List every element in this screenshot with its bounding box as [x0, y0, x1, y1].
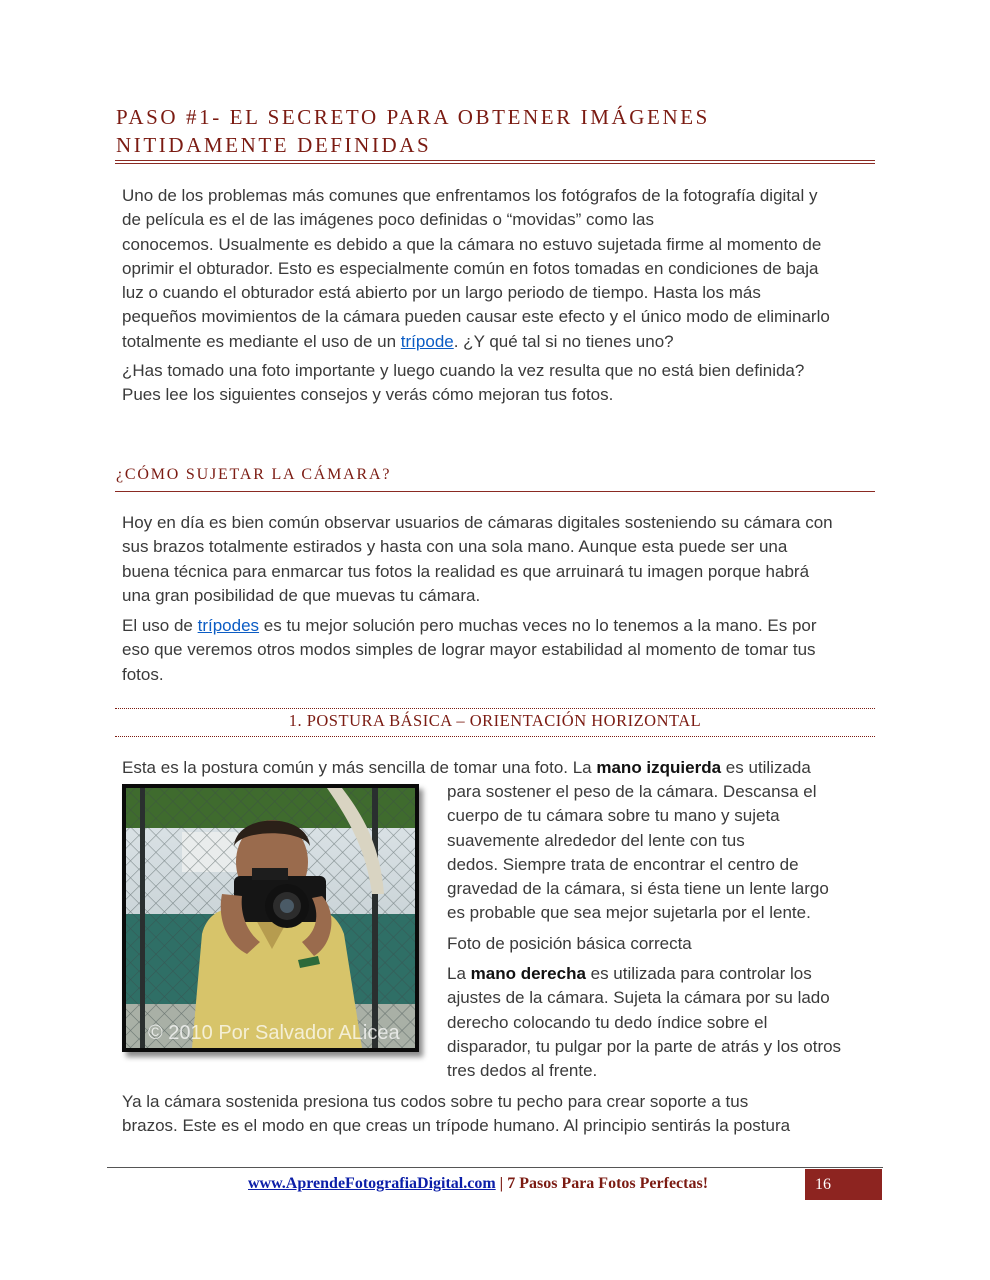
tripodes-link[interactable]: trípodes: [197, 616, 260, 635]
page-number: 16: [805, 1169, 882, 1200]
subsection-title: ¿CÓMO SUJETAR LA CÁMARA?: [116, 466, 392, 483]
posture-intro: Esta es la postura común y más sencilla de tomar una foto. La mano izquierda es utilizada: [122, 758, 811, 777]
question-paragraph: ¿Has tomado una foto importante y luego cuando la vez resulta que no está bien definida? Pues lee los siguientes consejos y verás cómo mejoran tus fotos.: [122, 361, 805, 405]
section-title: PASO #1- EL SECRETO PARA OBTENER IMÁGENES NITIDAMENTE DEFINIDAS: [116, 105, 710, 157]
posture-photo: [122, 784, 419, 1052]
posture-bottom-rule: [115, 736, 875, 737]
right-hand-text: La mano derecha es utilizada para controlar los ajustes de la cámara. Sujeta la cámara por su lado derecho colocando tu dedo índice sobre el disparador, tu pulgar por la parte de atrás y los otros tres dedos al frente.: [447, 964, 842, 1081]
heading-divider: [115, 160, 875, 161]
photo-illustration: [122, 784, 419, 1052]
heading-divider: [115, 163, 875, 164]
footer: www.AprendeFotografiaDigital.com | 7 Pasos Para Fotos Perfectas!: [248, 1175, 709, 1192]
footer-book-title: 7 Pasos Para Fotos Perfectas!: [507, 1175, 709, 1192]
posture-title: 1. POSTURA BÁSICA – ORIENTACIÓN HORIZONTAL: [288, 711, 702, 730]
photo-watermark: © 2010 Por Salvador ALicea: [148, 1022, 400, 1044]
tripods-paragraph: El uso de trípodes es tu mejor solución pero muchas veces no lo tenemos a la mano. Es por eso que veremos otros modos simples de lograr mayor estabilidad al momento de tomar tus fotos.: [122, 616, 817, 684]
holding-paragraph: Hoy en día es bien común observar usuarios de cámaras digitales sosteniendo su cámara con sus brazos totalmente estirados y hasta con una sola mano. Aunque esta puede ser una buena técnica para enmarcar tus fotos la realidad es que arruinará tu imagen porque habrá una gran posibilidad de que muevas tu cámara.: [122, 513, 833, 605]
intro-paragraph: Uno de los problemas más comunes que enfrentamos los fotógrafos de la fotografía digital y de película es el de las imágenes poco definidas o “movidas” como las conocemos. Usualmente es debido a que la cámara no estuvo sujetada firme al momento de oprimir el obturador. Esto es especialmente común en fotos tomadas en condiciones de baja luz o cuando el obturador está abierto por un largo periodo de tiempo. Hasta los más pequeños movimientos de la cámara pueden causar este efecto y el único modo de eliminarlo totalmente es mediante el uso de un trípode. ¿Y qué tal si no tienes uno?: [122, 186, 830, 351]
left-hand-text: para sostener el peso de la cámara. Descansa el cuerpo de tu cámara sobre tu mano y sujeta suavemente alrededor del lente con tus dedos. Siempre trata de encontrar el centro de gravedad de la cámara, si ésta tiene un lente largo es probable que sea mejor sujetarla por el lente.: [447, 782, 829, 923]
subsection-divider: [115, 491, 875, 492]
footer-rule: [107, 1167, 883, 1168]
footer-site-link[interactable]: www.AprendeFotografiaDigital.com: [248, 1175, 496, 1192]
posture-top-rule: [115, 708, 875, 709]
closing-paragraph: Ya la cámara sostenida presiona tus codos sobre tu pecho para crear soporte a tus brazos. Este es el modo en que creas un trípode humano. Al principio sentirás la postura: [122, 1092, 791, 1136]
photo-caption: Foto de posición básica correcta: [447, 934, 692, 953]
tripode-link[interactable]: trípode: [400, 331, 454, 351]
